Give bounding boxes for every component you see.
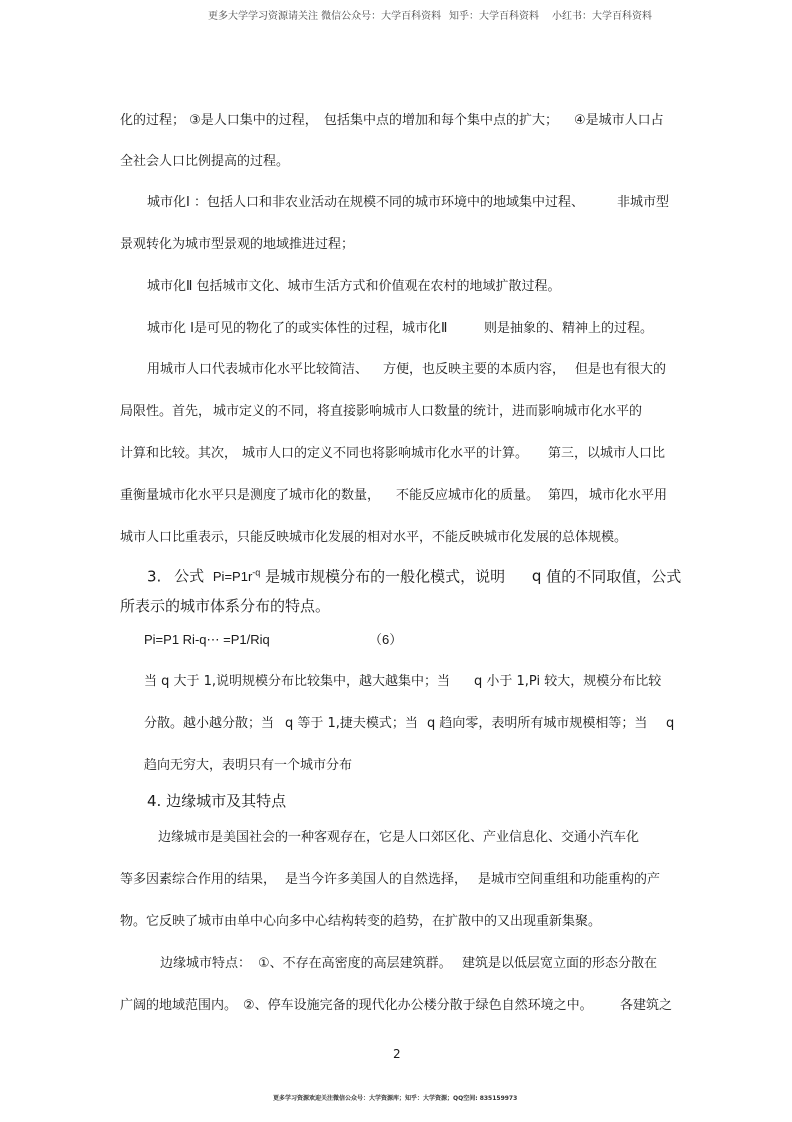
text-line: 城市化水平用: [589, 488, 668, 503]
text-line: 则是抽象的、精神上的过程。: [484, 321, 654, 336]
text-line: 第三，以城市人口比: [548, 446, 666, 461]
section-text: 公式: [174, 567, 205, 586]
text-line: 边缘城市是美国社会的一种客观存在，它是人口郊区化、产业信息化、交通小汽车化: [158, 830, 640, 845]
footer-text: 更多学习资源欢迎关注微信公众号：大学资源库；知乎：大学资源；QQ空间: 835159973: [273, 1095, 518, 1102]
text-line: q: [666, 716, 675, 731]
section-number: 3.: [147, 567, 162, 586]
text-line: 广阔的地域范围内。: [120, 998, 238, 1013]
header-wechat: 更多大学学习资源请关注 微信公众号：大学百科资料: [208, 11, 442, 22]
text-line: ①、不存在高密度的高层建筑群。: [258, 956, 452, 971]
text-line: 城市人口比重表示，只能反映城市化发展的相对水平，不能反映城市化发展的总体规模。: [120, 530, 628, 545]
equation-number: （6）: [369, 632, 403, 647]
variable-q: q: [531, 567, 542, 586]
text-line: 建筑是以低层宽立面的形态分散在: [462, 956, 658, 971]
text-line: 各建筑之: [620, 998, 673, 1013]
text-line: 重衡量城市化水平只是测度了城市化的数量，: [120, 488, 381, 503]
text-line: 景观转化为城市型景观的地域推进过程；: [120, 237, 355, 252]
text-line: 城市化Ⅱ 包括城市文化、城市生活方式和价值观在农村的地域扩散过程。: [147, 279, 561, 294]
section-text: 是城市规模分布的一般化模式，说明: [265, 567, 506, 586]
text-line: 城市定义的不同，将直接影响城市人口数量的统计，进而影响城市化水平的: [213, 404, 643, 419]
text-line: 化的过程； ③是人口集中的过程，: [120, 113, 318, 128]
text-line: 物。它反映了城市由单中心向多中心结构转变的趋势，在扩散中的又出现重新集聚。: [120, 914, 602, 929]
section-3-heading: [147, 564, 681, 586]
text-line: 趋向无穷大，表明只有一个城市分布: [144, 758, 353, 773]
text-line: 是城市空间重组和功能重构的产: [478, 872, 661, 887]
formula-base: Pi=P1r: [212, 569, 253, 585]
text-line: 但是也有很大的: [575, 362, 667, 377]
section-4-heading: 4. 边缘城市及其特点: [147, 792, 287, 810]
text-line: 当 q 大于 1,说明规模分布比较集中，越大越集中；当: [144, 674, 451, 689]
text-line: 城市人口的定义不同也将影响城市化水平的计算。: [242, 446, 529, 461]
text-line: q 小于 1,Pi 较大，规模分布比较: [474, 674, 662, 689]
text-line: q 趋向零，表明所有城市规模相等；当: [427, 716, 648, 731]
text-line: 城市化Ⅰ ：包括人口和非农业活动在规模不同的城市环境中的地域集中过程、: [147, 195, 584, 210]
text-line: 所表示的城市体系分布的特点。: [120, 597, 331, 615]
text-line: 等多因素综合作用的结果，: [120, 872, 277, 887]
text-line: 第四，: [548, 488, 588, 503]
section-text: 值的不同取值，公式: [546, 567, 682, 586]
header-zhihu: 知乎：大学百科资料: [449, 11, 539, 22]
text-line: q 等于 1,捷夫模式；当: [285, 716, 418, 731]
text-line: 用城市人口代表城市化水平比较简洁、: [147, 362, 369, 377]
equation: Pi=P1 Ri-q⋯ =P1/Riq: [144, 632, 270, 647]
text-line: 全社会人口比例提高的过程。: [120, 154, 290, 169]
text-line: 方便，也反映主要的本质内容，: [383, 362, 566, 377]
text-line: 非城市型: [617, 195, 670, 210]
page-number: 2: [393, 1047, 401, 1061]
text-line: ④是城市人口占: [574, 113, 664, 128]
text-line: ②、停车设施完备的现代化办公楼分散于绿色自然环境之中。: [243, 998, 593, 1013]
text-line: 边缘城市特点：: [160, 956, 252, 971]
formula: [213, 569, 260, 584]
text-line: 局限性。首先，: [120, 404, 212, 419]
text-line: 分散。越小越分散；当: [144, 716, 275, 731]
text-line: 城市化 Ⅰ是可见的物化了的或实体性的过程，城市化Ⅱ: [147, 321, 448, 336]
text-line: 是当今许多美国人的自然选择，: [285, 872, 468, 887]
text-line: 不能反应城市化的质量。: [396, 488, 540, 503]
formula-exponent: -q: [252, 568, 261, 578]
header-xiaohongshu: 小红书：大学百科资料: [552, 11, 652, 22]
text-line: 包括集中点的增加和每个集中点的扩大；: [324, 113, 559, 128]
text-line: 计算和比较。其次，: [120, 446, 238, 461]
